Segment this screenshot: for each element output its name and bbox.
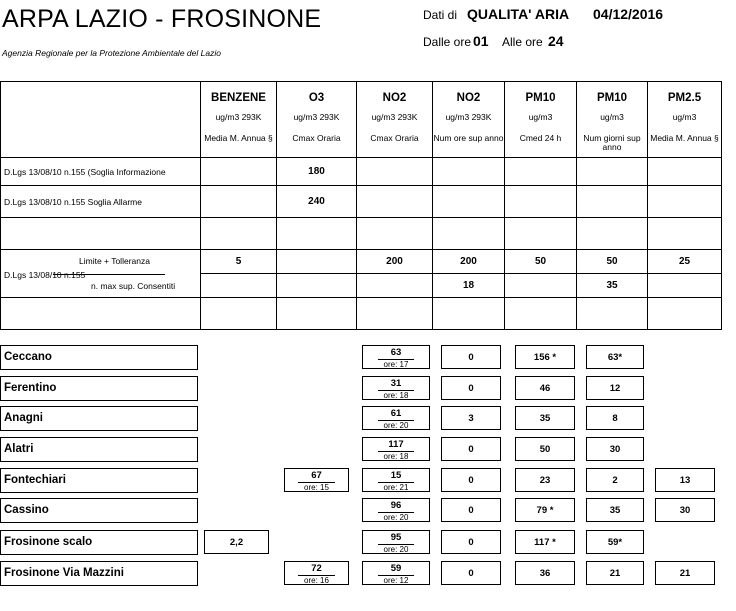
row-blank-2 <box>1 298 722 330</box>
station-row <box>0 437 736 463</box>
station-pm10-n-value: 63* <box>607 352 623 363</box>
header-blank-cell <box>1 82 201 158</box>
row-limite-tolleranza <box>1 250 722 274</box>
max-no2-max <box>357 274 433 298</box>
station-pm10-cell <box>515 530 575 554</box>
station-row <box>0 345 736 371</box>
page-title: ARPA LAZIO - FROSINONE <box>2 5 322 33</box>
station-row <box>0 406 736 432</box>
station-pm10-value: 79 * <box>536 505 554 516</box>
max-exceed-label: n. max sup. Consentiti <box>91 281 176 291</box>
station-pm10-n-cell <box>586 406 644 430</box>
report-date: 04/12/2016 <box>593 6 664 22</box>
col-pm25: PM2.5 ug/m3 Media M. Annua § <box>648 82 722 158</box>
max-no2-count: 18 <box>433 274 505 298</box>
station-benzene-value: 2,2 <box>229 537 244 548</box>
station-name: Alatri <box>0 437 198 462</box>
station-pm10-n-value: 35 <box>609 505 621 516</box>
station-pm10-cell <box>515 498 575 522</box>
station-no2-cell <box>362 530 430 554</box>
station-no2-value: 96 <box>390 500 402 511</box>
station-no2-cell <box>362 406 430 430</box>
station-name: Anagni <box>0 406 198 431</box>
station-pm10-n-value: 59* <box>607 537 623 548</box>
station-o3-value: 72 <box>311 563 322 574</box>
station-pm10-cell <box>515 468 575 492</box>
station-no2-n-cell <box>441 437 501 461</box>
dalle-label: Dalle ore <box>423 35 472 49</box>
station-no2-n-value: 0 <box>468 568 474 579</box>
station-o3-cell <box>284 468 349 492</box>
station-pm10-cell <box>515 345 575 369</box>
limit-pm10-count: 50 <box>577 250 648 274</box>
station-pm10-value: 35 <box>539 413 551 424</box>
station-pm25-value: 30 <box>679 505 691 516</box>
dati-di-label: Dati di <box>423 8 458 22</box>
station-no2-n-cell <box>441 345 501 369</box>
station-pm10-n-value: 30 <box>609 444 621 455</box>
station-no2-value: 63 <box>390 347 402 358</box>
station-pm10-n-value: 2 <box>612 475 618 486</box>
station-row <box>0 376 736 402</box>
station-row <box>0 498 736 524</box>
station-name: Frosinone scalo <box>0 530 198 555</box>
station-no2-ore-hours: ore: 21 <box>378 482 415 492</box>
station-no2-n-value: 0 <box>468 352 474 363</box>
station-pm10-n-cell <box>586 561 644 585</box>
station-pm10-n-cell <box>586 345 644 369</box>
station-pm10-cell <box>515 376 575 400</box>
station-pm25-value: 21 <box>679 568 691 579</box>
col-o3: O3 ug/m3 293K Cmax Oraria <box>277 82 357 158</box>
station-no2-n-value: 3 <box>468 413 474 424</box>
station-row <box>0 468 736 494</box>
col-pm10-count: PM10 ug/m3 Num giorni sup anno <box>577 82 648 158</box>
station-pm10-n-cell <box>586 530 644 554</box>
station-pm10-value: 23 <box>539 475 551 486</box>
dalle-value: 01 <box>473 33 489 49</box>
station-no2-ore-hours: ore: 20 <box>378 544 415 554</box>
station-no2-n-value: 0 <box>468 505 474 516</box>
station-pm10-n-cell <box>586 468 644 492</box>
dlgs-cell <box>1 250 201 298</box>
station-pm10-value: 36 <box>539 568 551 579</box>
station-o3-value: 67 <box>311 470 322 481</box>
alle-value: 24 <box>548 33 564 49</box>
station-name: Ceccano <box>0 345 198 370</box>
max-pm10-count: 35 <box>577 274 648 298</box>
station-no2-n-cell <box>441 376 501 400</box>
station-pm10-value: 156 * <box>533 352 557 363</box>
station-pm10-cell <box>515 561 575 585</box>
limit-benzene: 5 <box>201 250 277 274</box>
agency-subtitle: Agenzia Regionale per la Protezione Ambientale del Lazio <box>2 48 221 58</box>
station-pm10-n-value: 12 <box>609 383 621 394</box>
station-no2-n-value: 0 <box>468 383 474 394</box>
limit-pm25: 25 <box>648 250 722 274</box>
station-pm10-value: 46 <box>539 383 551 394</box>
station-benzene-cell <box>204 530 269 554</box>
station-no2-value: 31 <box>390 378 402 389</box>
station-pm10-n-value: 21 <box>609 568 621 579</box>
station-no2-value: 15 <box>390 470 402 481</box>
limit-o3 <box>277 250 357 274</box>
station-no2-n-cell <box>441 530 501 554</box>
info-threshold-o3: 180 <box>277 158 357 186</box>
station-no2-n-cell <box>441 406 501 430</box>
row-soglia-informazione <box>1 158 722 186</box>
station-pm10-n-cell <box>586 376 644 400</box>
row-blank <box>1 218 722 250</box>
station-no2-n-value: 0 <box>468 537 474 548</box>
alle-label: Alle ore <box>502 35 543 49</box>
col-benzene: BENZENE ug/m3 293K Media M. Annua § <box>201 82 277 158</box>
dlgs-label: D.Lgs 13/08/10 n.155 <box>4 270 86 280</box>
station-row <box>0 530 736 556</box>
station-no2-n-cell <box>441 561 501 585</box>
station-pm25-cell <box>655 468 715 492</box>
station-no2-value: 117 <box>388 439 404 450</box>
limit-no2-count: 200 <box>433 250 505 274</box>
row-soglia-allarme <box>1 186 722 218</box>
station-name: Frosinone Via Mazzini <box>0 561 198 586</box>
col-pm10-mean: PM10 ug/m3 Cmed 24 h <box>505 82 577 158</box>
limit-no2-max: 200 <box>357 250 433 274</box>
station-no2-cell <box>362 376 430 400</box>
station-pm10-cell <box>515 406 575 430</box>
station-no2-ore-hours: ore: 17 <box>378 359 415 369</box>
station-pm10-value: 117 * <box>534 537 556 548</box>
station-no2-n-cell <box>441 498 501 522</box>
station-o3-ore-hours: ore: 15 <box>298 482 335 492</box>
dlgs-divider <box>53 274 165 275</box>
station-no2-n-value: 0 <box>468 475 474 486</box>
station-pm10-cell <box>515 437 575 461</box>
station-no2-ore-hours: ore: 18 <box>378 390 415 400</box>
max-benzene <box>201 274 277 298</box>
max-pm25 <box>648 274 722 298</box>
station-pm25-cell <box>655 498 715 522</box>
info-threshold-label: D.Lgs 13/08/10 n.155 (Soglia Informazione <box>1 158 201 186</box>
station-no2-cell <box>362 468 430 492</box>
station-no2-ore-hours: ore: 18 <box>378 451 415 461</box>
max-o3 <box>277 274 357 298</box>
station-no2-cell <box>362 437 430 461</box>
column-header-row <box>1 82 722 158</box>
station-pm25-cell <box>655 561 715 585</box>
alarm-threshold-label: D.Lgs 13/08/10 n.155 Soglia Allarme <box>1 186 201 218</box>
station-pm10-n-value: 8 <box>612 413 618 424</box>
station-no2-cell <box>362 561 430 585</box>
station-o3-cell <box>284 561 349 585</box>
max-pm10-mean <box>505 274 577 298</box>
station-pm10-n-cell <box>586 498 644 522</box>
station-no2-cell <box>362 345 430 369</box>
limits-table <box>0 81 722 330</box>
station-no2-ore-hours: ore: 12 <box>378 575 415 585</box>
col-no2-count: NO2 ug/m3 293K Num ore sup anno <box>433 82 505 158</box>
station-no2-n-cell <box>441 468 501 492</box>
station-no2-value: 61 <box>390 408 402 419</box>
station-no2-ore-hours: ore: 20 <box>378 512 415 522</box>
station-name: Fontechiari <box>0 468 198 493</box>
station-o3-ore-hours: ore: 16 <box>298 575 335 585</box>
alarm-threshold-o3: 240 <box>277 186 357 218</box>
limit-tolerance-label: Limite + Tolleranza <box>79 256 150 266</box>
station-pm25-value: 13 <box>679 475 691 486</box>
station-no2-n-value: 0 <box>468 444 474 455</box>
station-row <box>0 561 736 587</box>
station-pm10-value: 50 <box>539 444 551 455</box>
station-name: Cassino <box>0 498 198 523</box>
quality-label: QUALITA' ARIA <box>467 6 570 22</box>
station-name: Ferentino <box>0 376 198 401</box>
station-pm10-n-cell <box>586 437 644 461</box>
station-no2-value: 59 <box>390 563 402 574</box>
station-no2-cell <box>362 498 430 522</box>
col-no2-max: NO2 ug/m3 293K Cmax Oraria <box>357 82 433 158</box>
limit-pm10-mean: 50 <box>505 250 577 274</box>
station-no2-ore-hours: ore: 20 <box>378 420 415 430</box>
station-no2-value: 95 <box>390 532 402 543</box>
